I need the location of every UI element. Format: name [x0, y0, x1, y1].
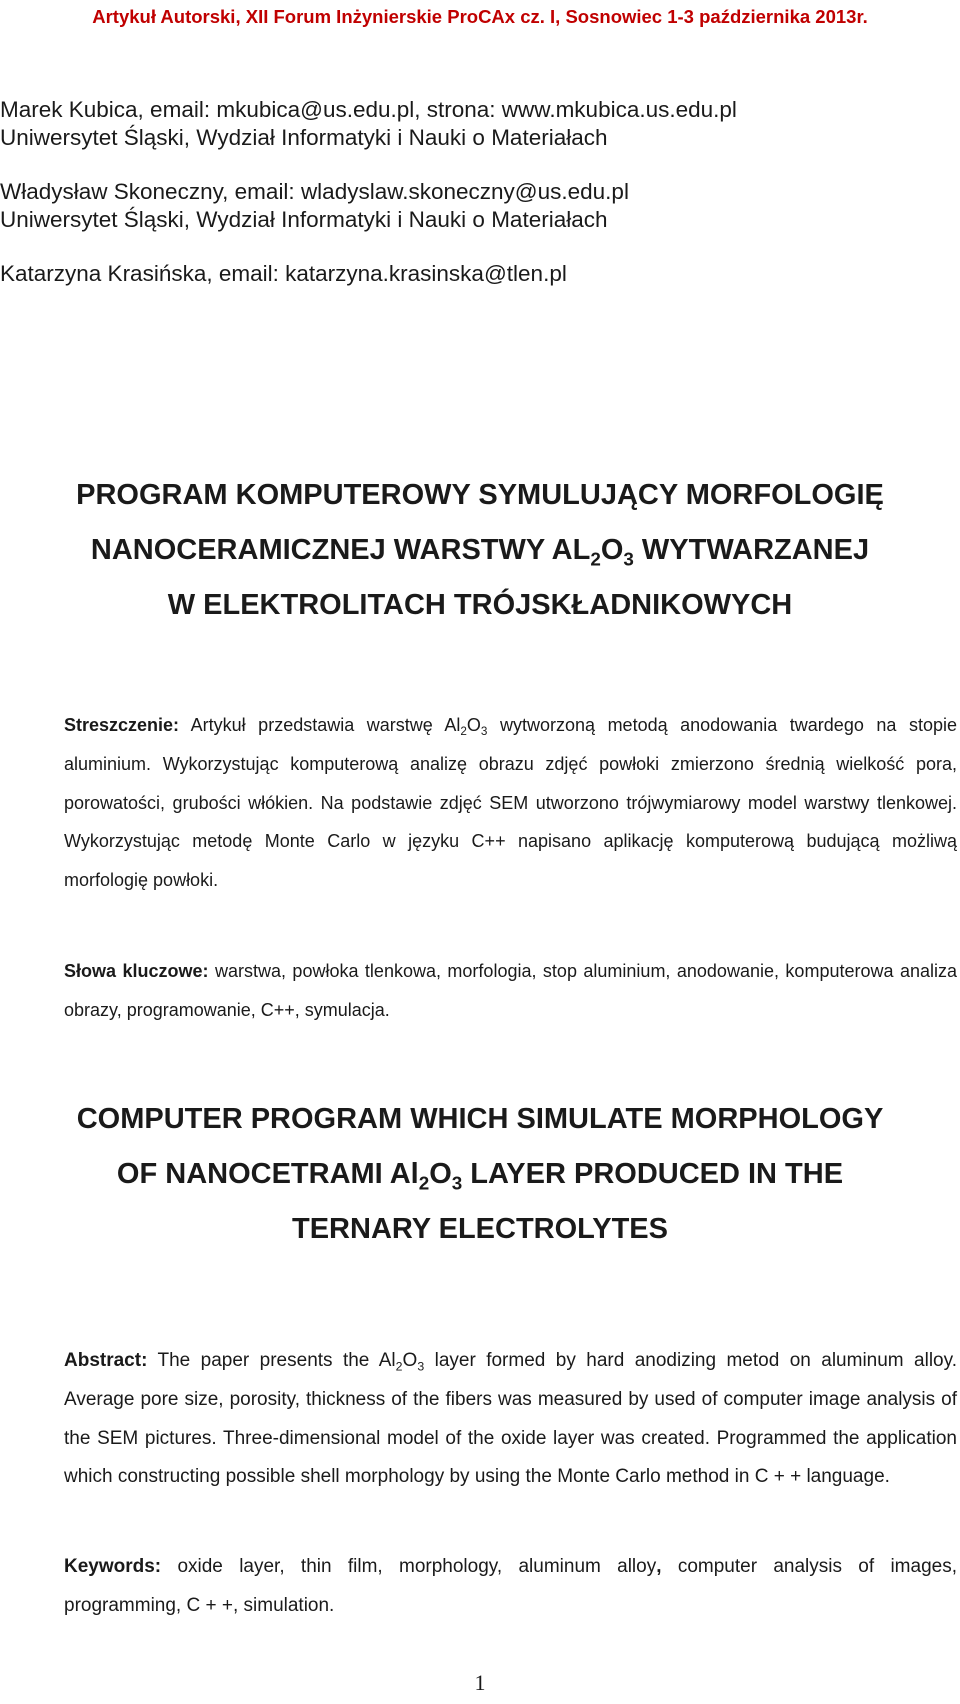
- page-number: 1: [474, 1670, 486, 1695]
- author-2-line: Władysław Skoneczny, email: wladyslaw.skoneczny@us.edu.pl: [0, 179, 629, 204]
- title-polish-line-3: W ELEKTROLITACH TRÓJSKŁADNIKOWYCH: [167, 589, 793, 621]
- title-polish-line-1: PROGRAM KOMPUTEROWY SYMULUJĄCY MORFOLOGIĘ: [76, 479, 884, 511]
- keywords-english-label: Keywords:: [64, 1556, 162, 1577]
- running-header: Artykuł Autorski, XII Forum Inżynierskie ProCAx cz. I, Sosnowiec 1-3 października 2013r.: [92, 6, 868, 27]
- title-polish-line-2: NANOCERAMICZNEJ WARSTWY $AL_2O_3$ WYTWARZANEJ: [90, 534, 870, 570]
- keywords-english: Keywords: oxide layer, thin film, morphology, aluminum alloy, computer analysis of images, programming, C + +, simulation.: [64, 1556, 957, 1616]
- author-block: [0, 96, 950, 288]
- title-english: [30, 1092, 930, 1257]
- keywords-polish-label: Słowa kluczowe:: [64, 961, 209, 981]
- abstract-english-label: Abstract:: [64, 1350, 148, 1371]
- author-2-affiliation: Uniwersytet Śląski, Wydział Informatyki i Nauki o Materiałach: [0, 207, 608, 232]
- title-english-line-1: COMPUTER PROGRAM WHICH SIMULATE MORPHOLOGY: [76, 1103, 884, 1135]
- title-english-line-3: TERNARY ELECTROLYTES: [292, 1213, 668, 1245]
- keywords-polish: Słowa kluczowe: warstwa, powłoka tlenkowa, morfologia, stop aluminium, anodowanie, komputerowa analiza obrazy, programowanie, C++, symulacja.: [64, 961, 957, 1020]
- author-1-affiliation: Uniwersytet Śląski, Wydział Informatyki i Nauki o Materiałach: [0, 125, 608, 150]
- title-polish: [30, 468, 930, 633]
- abstract-polish-label: Streszczenie:: [64, 715, 180, 735]
- abstract-polish: Streszczenie: Artykuł przedstawia warstwę $Al_2O_3$ wytworzoną metodą anodowania twardego na stopie aluminium. Wykorzystując komputerową analizę obrazu zdjęć powłoki zmierzono średnią wielkość pora, porowatości, grubości włókien. Na podstawie zdjęć SEM utworzono trójwymiarowy model warstwy tlenkowej. Wykorzystując metodę Monte Carlo w języku C++ napisano aplikację komputerową budującą możliwą morfologię powłoki.: [64, 715, 957, 891]
- author-1-line: Marek Kubica, email: mkubica@us.edu.pl, strona: www.mkubica.us.edu.pl: [0, 97, 737, 122]
- abstract-english: Abstract: The paper presents the $Al_2O_3$ layer formed by hard anodizing metod on aluminum alloy. Average pore size, porosity, thickness of the fibers was measured by used of computer image analysis of the SEM pictures. Three-dimensional model of the oxide layer was created. Programmed the application which constructing possible shell morphology by using the Monte Carlo method in C + + language.: [64, 1350, 957, 1488]
- title-english-line-2: OF NANOCETRAMI $Al_2O_3$ LAYER PRODUCED IN THE: [116, 1158, 844, 1194]
- author-3-line: Katarzyna Krasińska, email: katarzyna.krasinska@tlen.pl: [0, 261, 567, 286]
